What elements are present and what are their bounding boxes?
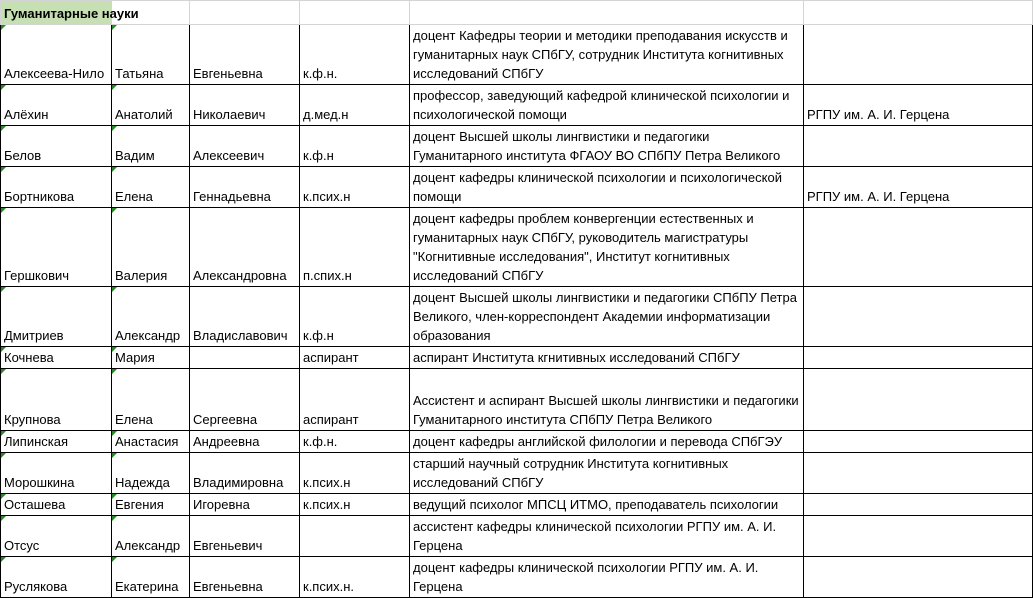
table-row (1, 347, 1033, 369)
cell-patronymic[interactable]: Игоревна (190, 494, 300, 516)
cell-organization[interactable] (804, 453, 1033, 494)
cell-surname[interactable]: Белов (1, 126, 112, 167)
cell-organization[interactable]: РГПУ им. А. И. Герцена (804, 167, 1033, 208)
cell-degree[interactable]: к.ф.н. (300, 431, 410, 453)
cell-organization[interactable]: РГПУ им. А. И. Герцена (804, 85, 1033, 126)
cell-organization[interactable] (804, 287, 1033, 347)
cell-surname[interactable]: Гершкович (1, 208, 112, 287)
cell-degree[interactable]: к.ф.н (300, 126, 410, 167)
cell-surname[interactable]: Осташева (1, 494, 112, 516)
table-row (1, 516, 1033, 557)
cell-position[interactable]: ассистент кафедры клинической психологии РГПУ им. А. И. Герцена (410, 516, 804, 557)
table-row (1, 25, 1033, 85)
cell-position[interactable]: доцент кафедры английской филологии и перевода СПбГЭУ (410, 431, 804, 453)
cell-patronymic[interactable]: Евгеньевна (190, 25, 300, 85)
table-row (1, 126, 1033, 167)
cell-surname[interactable]: Алексеева-Нило (1, 25, 112, 85)
cell-name[interactable]: Евгения (112, 494, 190, 516)
table-row (1, 494, 1033, 516)
cell-degree[interactable]: к.ф.н (300, 287, 410, 347)
cell-organization[interactable] (804, 431, 1033, 453)
cell-surname[interactable]: Руслякова (1, 557, 112, 598)
cell-patronymic[interactable]: Владиславович (190, 287, 300, 347)
cell-patronymic[interactable]: Алексеевич (190, 126, 300, 167)
cell-organization[interactable] (804, 126, 1033, 167)
empty-cell[interactable] (190, 1, 300, 25)
cell-degree[interactable]: аспирант (300, 347, 410, 369)
cell-name[interactable]: Александр (112, 516, 190, 557)
cell-name[interactable]: Анатолий (112, 85, 190, 126)
cell-patronymic[interactable] (190, 347, 300, 369)
cell-position[interactable]: доцент кафедры клинической психологии РГПУ им. А. И. Герцена (410, 557, 804, 598)
cell-position[interactable]: доцент кафедры клинической психологии и психологической помощи (410, 167, 804, 208)
cell-surname[interactable]: Морошкина (1, 453, 112, 494)
cell-name[interactable]: Елена (112, 167, 190, 208)
cell-name[interactable]: Александр (112, 287, 190, 347)
cell-name[interactable]: Елена (112, 369, 190, 431)
cell-position[interactable]: аспирант Института кгнитивных исследований СПбГУ (410, 347, 804, 369)
table-row (1, 287, 1033, 347)
cell-surname[interactable]: Липинская (1, 431, 112, 453)
cell-position[interactable]: доцент Кафедры теории и методики преподавания искусств и гуманитарных наук СПбГУ, сотрудник Института когнитивных исследований СПбГУ (410, 25, 804, 85)
empty-cell[interactable] (410, 1, 804, 25)
cell-surname[interactable]: Дмитриев (1, 287, 112, 347)
cell-surname[interactable]: Бортникова (1, 167, 112, 208)
table-row (1, 167, 1033, 208)
cell-organization[interactable] (804, 494, 1033, 516)
cell-name[interactable]: Татьяна (112, 25, 190, 85)
cell-patronymic[interactable]: Владимировна (190, 453, 300, 494)
cell-name[interactable]: Мария (112, 347, 190, 369)
table-row (1, 453, 1033, 494)
empty-cell[interactable] (300, 1, 410, 25)
table-row (1, 431, 1033, 453)
cell-patronymic[interactable]: Геннадьевна (190, 167, 300, 208)
section-title[interactable]: Гуманитарные науки (1, 1, 112, 25)
cell-position[interactable]: доцент Высшей школы лингвистики и педагогики СПбПУ Петра Великого, член-корреспондент Академии информатизации образования (410, 287, 804, 347)
table-row (1, 369, 1033, 431)
cell-organization[interactable] (804, 25, 1033, 85)
cell-position[interactable]: доцент Высшей школы лингвистики и педагогики Гуманитарного института ФГАОУ ВО СПбПУ Петра Великого (410, 126, 804, 167)
cell-position[interactable]: старший научный сотрудник Института когнитивных исследований СПбГУ (410, 453, 804, 494)
cell-organization[interactable] (804, 208, 1033, 287)
cell-patronymic[interactable]: Александровна (190, 208, 300, 287)
empty-cell[interactable] (804, 1, 1033, 25)
cell-degree[interactable]: к.псих.н (300, 494, 410, 516)
cell-position[interactable]: профессор, заведующий кафедрой клинической психологии и психологической помощи (410, 85, 804, 126)
cell-name[interactable]: Екатерина (112, 557, 190, 598)
table-row (1, 557, 1033, 598)
cell-organization[interactable] (804, 347, 1033, 369)
cell-position[interactable]: ведущий психолог МПСЦ ИТМО, преподаватель психологии (410, 494, 804, 516)
cell-organization[interactable] (804, 369, 1033, 431)
cell-patronymic[interactable]: Евгеньевич (190, 516, 300, 557)
cell-degree[interactable] (300, 516, 410, 557)
cell-name[interactable]: Анастасия (112, 431, 190, 453)
empty-cell[interactable] (112, 1, 190, 25)
cell-degree[interactable]: к.ф.н. (300, 25, 410, 85)
cell-surname[interactable]: Кочнева (1, 347, 112, 369)
cell-position[interactable]: Ассистент и аспирант Высшей школы лингвистики и педагогики Гуманитарного института СПбПУ Петра Великого (410, 369, 804, 431)
cell-organization[interactable] (804, 516, 1033, 557)
cell-degree[interactable]: к.псих.н (300, 167, 410, 208)
cell-organization[interactable] (804, 557, 1033, 598)
cell-patronymic[interactable]: Николаевич (190, 85, 300, 126)
cell-degree[interactable]: п.спих.н (300, 208, 410, 287)
cell-patronymic[interactable]: Андреевна (190, 431, 300, 453)
cell-name[interactable]: Вадим (112, 126, 190, 167)
section-header-row (1, 1, 1033, 25)
cell-patronymic[interactable]: Сергеевна (190, 369, 300, 431)
table-row (1, 85, 1033, 126)
cell-surname[interactable]: Отсус (1, 516, 112, 557)
cell-name[interactable]: Валерия (112, 208, 190, 287)
cell-patronymic[interactable]: Евгеньевна (190, 557, 300, 598)
cell-position[interactable]: доцент кафедры проблем конвергенции естественных и гуманитарных наук СПбГУ, руководитель магистратуры "Когнитивные исследования", Институт когнитивных исследований СПбГУ (410, 208, 804, 287)
cell-degree[interactable]: д.мед.н (300, 85, 410, 126)
cell-surname[interactable]: Крупнова (1, 369, 112, 431)
cell-degree[interactable]: аспирант (300, 369, 410, 431)
cell-surname[interactable]: Алёхин (1, 85, 112, 126)
table-row (1, 208, 1033, 287)
cell-degree[interactable]: к.псих.н. (300, 557, 410, 598)
cell-degree[interactable]: к.псих.н (300, 453, 410, 494)
cell-name[interactable]: Надежда (112, 453, 190, 494)
